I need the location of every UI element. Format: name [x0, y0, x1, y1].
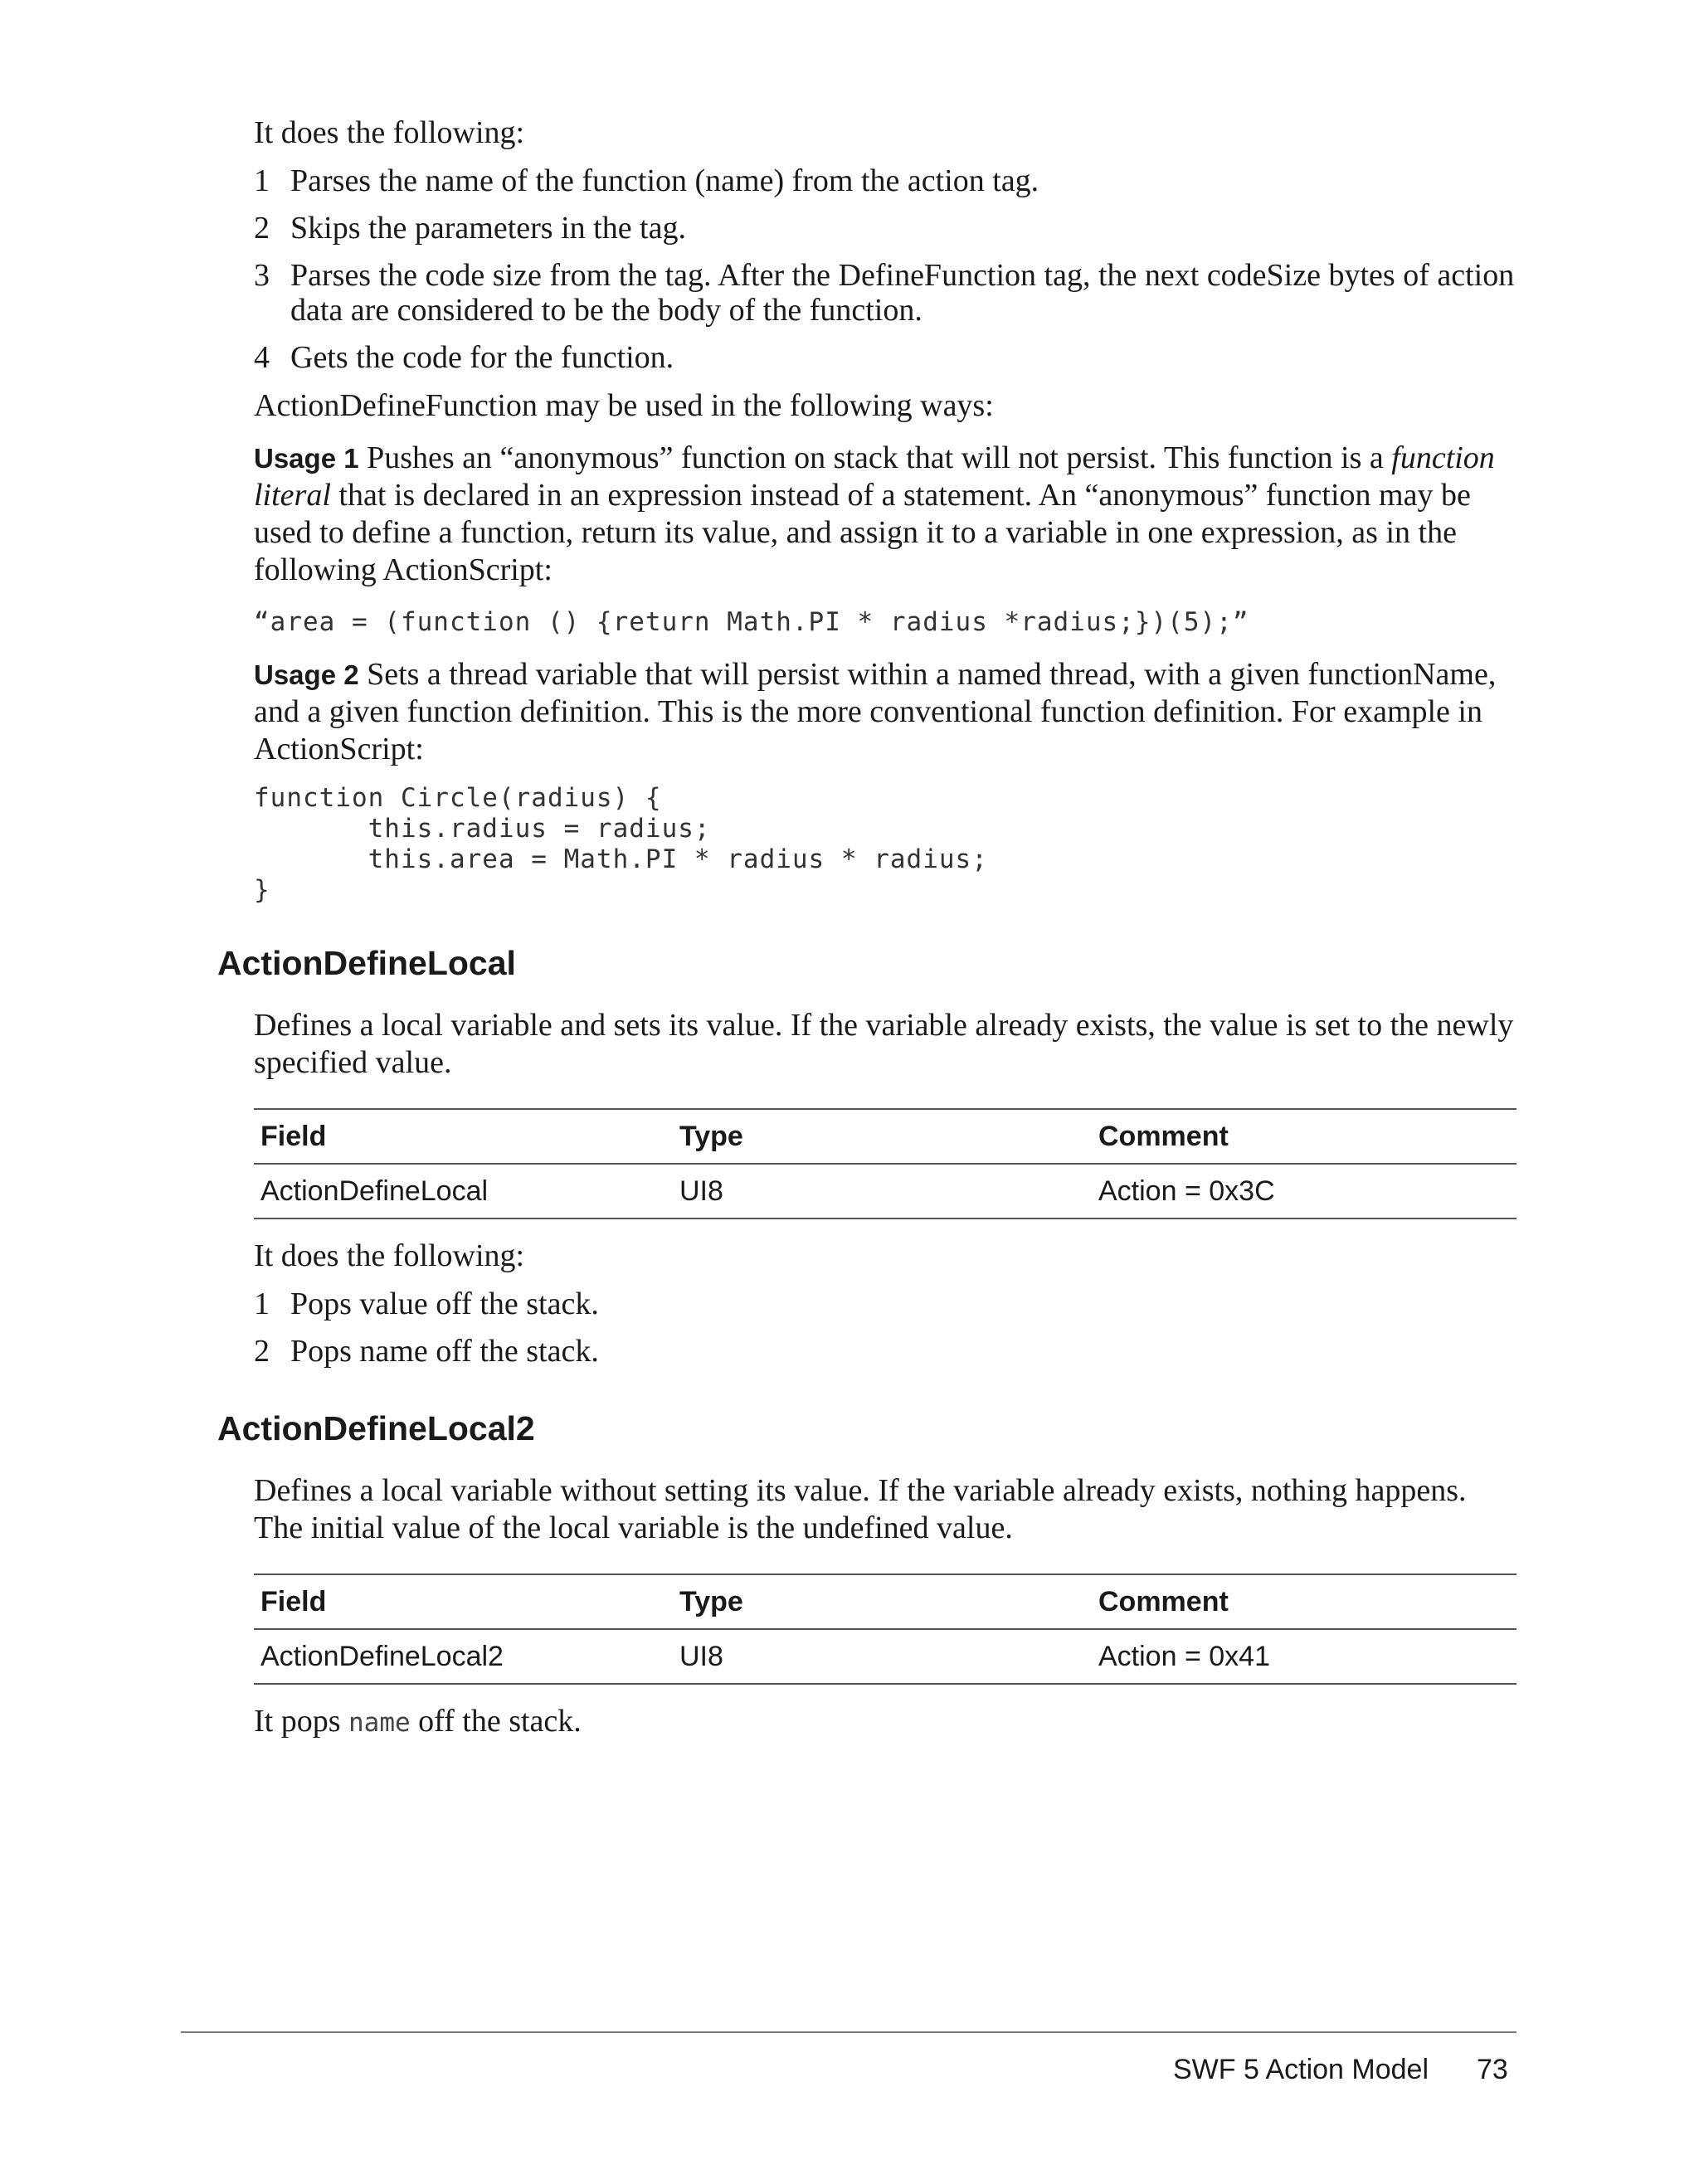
- table-cell: UI8: [673, 1164, 1092, 1218]
- list-item: 2 Skips the parameters in the tag.: [254, 211, 686, 246]
- inline-code-name: name: [348, 1708, 411, 1738]
- table-header-row: [254, 1574, 1516, 1629]
- footer-divider: [181, 2031, 1516, 2033]
- usage-1-paragraph: Usage 1 Pushes an “anonymous” function on stack that will not persist. This function is a function literal that is declared in an expression instead of a statement. An “anonymous” function may be used to define a function, return its value, and assign it to a variable in one expression, as in the following ActionScript:: [254, 440, 1495, 587]
- usage-2-label: Usage 2: [254, 659, 359, 690]
- table-cell: Action = 0x41: [1092, 1629, 1516, 1684]
- column-header-comment: Comment: [1092, 1574, 1516, 1629]
- list-item: 2 Pops name off the stack.: [254, 1334, 599, 1369]
- define-local2-description: Defines a local variable without setting its value. If the variable already exists, nothing happens. The initial value of the local variable is the undefined value.: [254, 1473, 1467, 1545]
- steps-intro: It does the following:: [254, 115, 525, 150]
- steps-intro: It does the following:: [254, 1238, 525, 1273]
- define-function-steps: [254, 163, 1515, 375]
- table-row: [254, 1629, 1516, 1684]
- usage-2-paragraph: Usage 2 Sets a thread variable that will persist within a named thread, with a given functionName, and a given function definition. This is the more conventional function definition. For example in ActionScript:: [254, 657, 1497, 766]
- table-row: [254, 1164, 1516, 1218]
- closing-sentence: It pops name off the stack.: [254, 1704, 582, 1739]
- table-cell: UI8: [673, 1629, 1092, 1684]
- table-cell: Action = 0x3C: [1092, 1164, 1516, 1218]
- emphasis-text: function literal: [254, 440, 1495, 513]
- column-header-field: Field: [254, 1109, 673, 1164]
- define-function-continuation: [254, 114, 1515, 906]
- column-header-type: Type: [673, 1574, 1092, 1629]
- define-local-description: Defines a local variable and sets its value. If the variable already exists, the value is set to the newly specified value.: [254, 1008, 1514, 1080]
- column-header-field: Field: [254, 1574, 673, 1629]
- list-item: 4 Gets the code for the function.: [254, 340, 674, 375]
- usage-intro: ActionDefineFunction may be used in the following ways:: [254, 388, 994, 423]
- define-local2-field-table: [254, 1574, 1516, 1685]
- list-item: 1 Pops value off the stack.: [254, 1287, 599, 1321]
- footer-title: SWF 5 Action Model: [1173, 2054, 1429, 2085]
- define-local-section: [254, 1007, 1515, 1381]
- table-cell: ActionDefineLocal: [254, 1164, 673, 1218]
- page-number: 73: [1477, 2054, 1508, 2085]
- column-header-comment: Comment: [1092, 1109, 1516, 1164]
- usage-1-label: Usage 1: [254, 443, 359, 474]
- column-header-type: Type: [673, 1109, 1092, 1164]
- define-local2-section: [254, 1472, 1515, 1742]
- table-header-row: [254, 1109, 1516, 1164]
- table-cell: ActionDefineLocal2: [254, 1629, 673, 1684]
- define-local-steps: [254, 1287, 1515, 1369]
- usage-2-code: function Circle(radius) { this.radius = radius; this.area = Math.PI * radius * radius; }: [254, 783, 988, 905]
- section-heading-define-local2: ActionDefineLocal2: [217, 1409, 535, 1447]
- define-local-field-table: [254, 1108, 1516, 1219]
- usage-1-code: “area = (function () {return Math.PI * radius *radius;})(5);”: [254, 607, 1249, 637]
- list-item: 3 Parses the code size from the tag. After the DefineFunction tag, the next codeSize bytes of action data are considered to be the body of the function.: [254, 258, 1515, 328]
- section-heading-define-local: ActionDefineLocal: [217, 944, 516, 982]
- list-item: 1 Parses the name of the function (name) from the action tag.: [254, 163, 1039, 198]
